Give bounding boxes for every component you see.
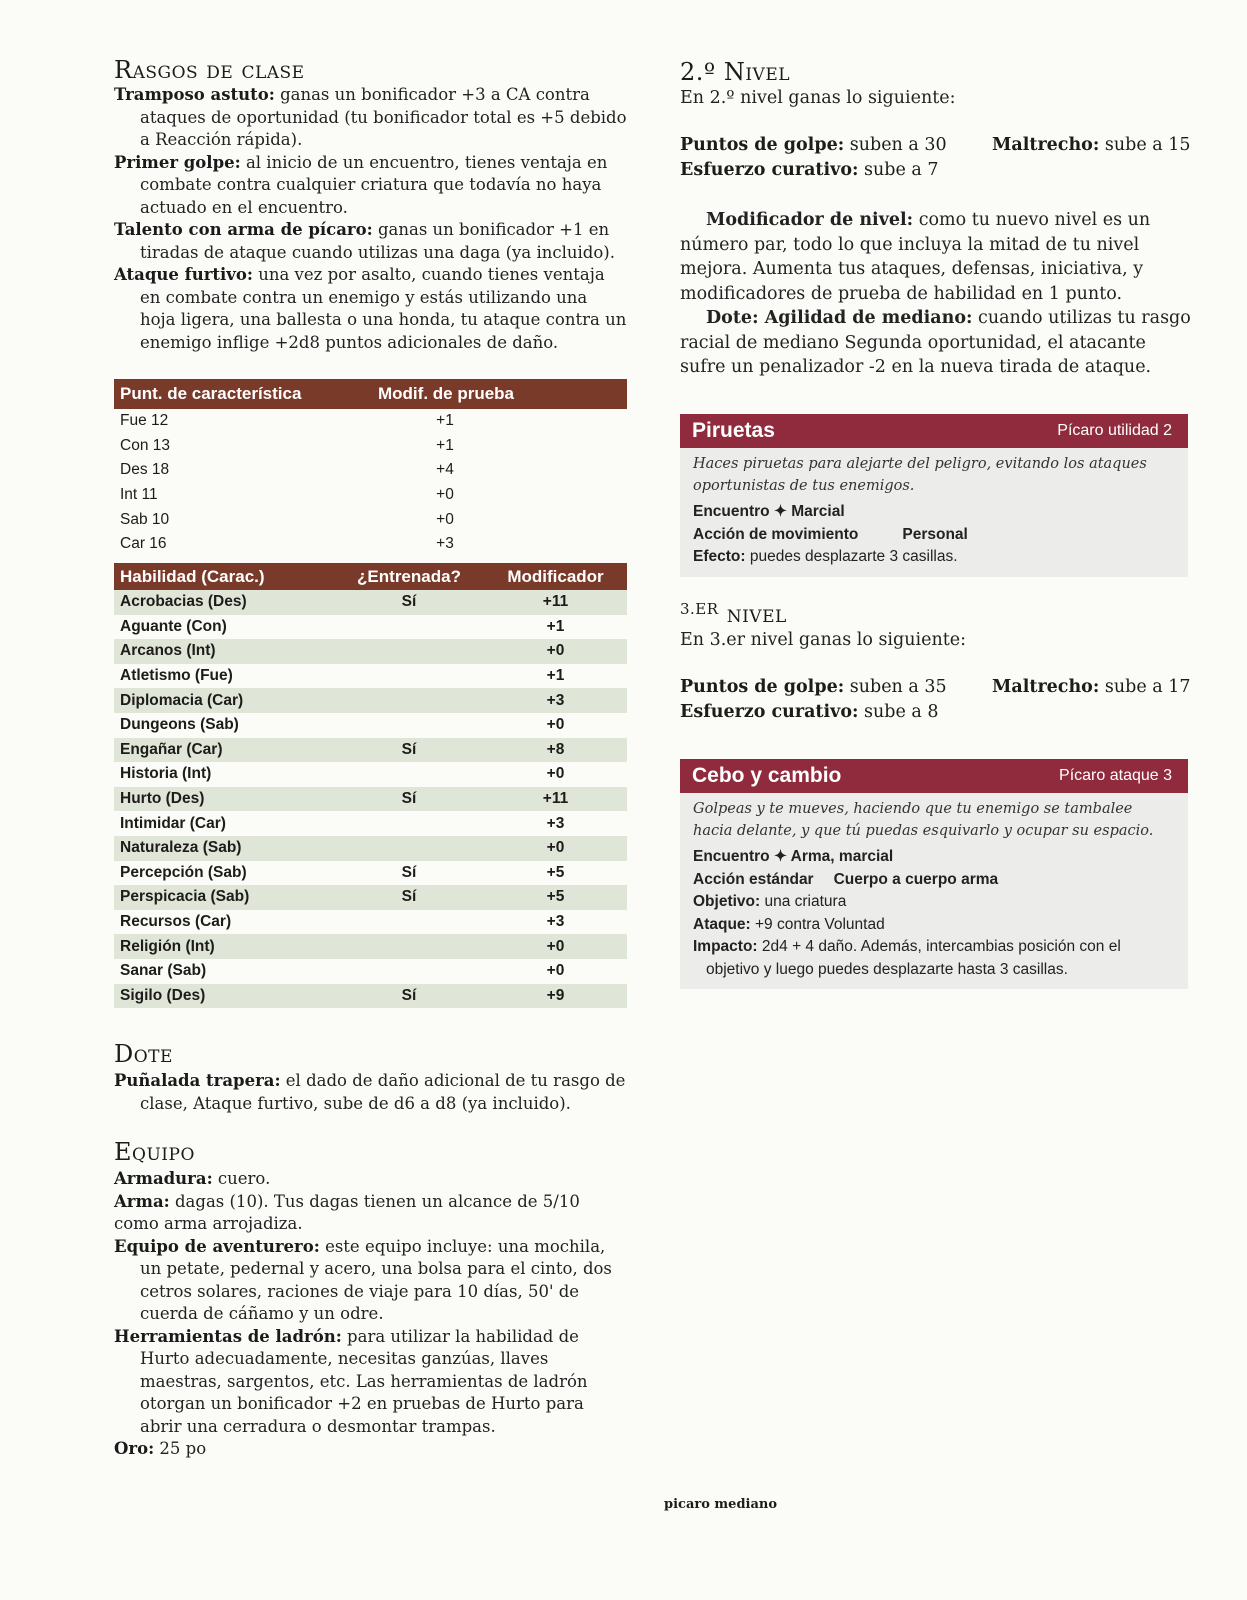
ability-header-col1: Punt. de característica	[120, 384, 302, 403]
power-text: +9 contra Voluntad	[750, 915, 885, 933]
ability-table	[114, 379, 627, 557]
skill-name: Intimidar (Car)	[120, 814, 226, 832]
ability-name: Car 16	[120, 535, 167, 553]
skill-name: Diplomacia (Car)	[120, 691, 244, 709]
para-term: Modificador de nivel:	[706, 210, 914, 230]
power-attack	[693, 914, 1174, 937]
skill-name: Naturaleza (Sab)	[120, 839, 242, 857]
nivel3-intro: En 3.er nivel ganas lo siguiente:	[680, 630, 966, 650]
skill-name: Aguante (Con)	[120, 617, 227, 635]
skill-modifier: +11	[542, 790, 569, 808]
equipo-text: para utilizar la habilidad de Hurto adecuadamente, necesitas ganzúas, llaves maestras, sargentos, etc. Las herramientas de ladrón otorgan un bonificador +2 en pruebas de Hurto para abrir una cerradura o desmontar trampas.	[140, 1326, 588, 1436]
stat-value: sube a 15	[1099, 135, 1191, 155]
power-piruetas	[680, 414, 1188, 577]
skill-row	[114, 615, 627, 640]
nivel2-dote	[680, 306, 1192, 380]
power-usage	[693, 846, 1174, 869]
skill-row	[114, 787, 627, 812]
power-term: Efecto:	[693, 548, 746, 565]
equipo-list	[114, 1168, 628, 1461]
equipo-text: cuero.	[212, 1169, 271, 1188]
equipo-herramientas	[114, 1326, 628, 1439]
skill-modifier: +1	[546, 667, 565, 685]
power-body	[680, 448, 1188, 577]
power-name: Piruetas	[692, 419, 775, 442]
skill-modifier: +0	[546, 937, 565, 955]
stat-term: Maltrecho:	[992, 677, 1100, 697]
rasgo-text: ganas un bonificador +3 a CA contra ataques de oportunidad (tu bonificador total es +5 debido a Reacción rápida).	[140, 85, 627, 149]
power-text: una criatura	[760, 893, 847, 910]
skill-modifier: +3	[546, 913, 565, 931]
skill-modifier: +9	[546, 986, 565, 1004]
rasgo-term: Primer golpe:	[114, 152, 241, 172]
power-term: Objetivo:	[693, 893, 761, 910]
para-text: como tu nuevo nivel es un número par, todo lo que incluya la mitad de tu nivel mejora. Aumenta tus ataques, defensas, iniciativa, y modificadores de prueba de habilidad en 1 punto.	[680, 210, 1151, 304]
skill-row	[114, 713, 627, 738]
nivel3-heading-word: nivel	[726, 600, 787, 628]
skill-name: Engañar (Car)	[120, 740, 223, 758]
power-body	[680, 793, 1188, 989]
rasgo-term: Ataque furtivo:	[114, 265, 253, 284]
rasgo-term: Talento con arma de pícaro:	[114, 220, 373, 239]
rasgo-text: una vez por asalto, cuando tienes ventaja en combate contra un enemigo y estás utilizando una hoja ligera, una ballesta o una honda, tu ataque contra un enemigo inflige +2d8 puntos adicionales de daño.	[140, 265, 627, 352]
ability-row	[114, 458, 627, 483]
ability-name: Sab 10	[120, 510, 170, 528]
equipo-arma	[114, 1191, 628, 1236]
skill-trained: Sí	[401, 986, 417, 1004]
ability-row	[114, 434, 627, 459]
stat-term: Maltrecho:	[992, 135, 1100, 155]
skill-row	[114, 664, 627, 689]
power-flavor: Golpeas y te mueves, haciendo que tu enemigo se tambalee hacia delante, y que tú puedas esquivarlo y ocupar su espacio.	[693, 801, 1154, 839]
skill-row	[114, 836, 627, 861]
skill-modifier: +1	[546, 617, 565, 635]
ability-mod: +1	[436, 412, 454, 430]
skill-modifier: +0	[546, 642, 565, 660]
ability-row	[114, 507, 627, 532]
equipo-text: este equipo incluye: una mochila, un petate, pedernal y acero, una bolsa para el cinto, dos cetros solares, raciones de viaje para 10 días, 50' de cuerda de cáñamo y un odre.	[140, 1236, 612, 1323]
power-text: 2d4 + 4 daño. Además, intercambias posición con el objetivo y luego puedes desplazarte hasta 3 casillas.	[706, 938, 1121, 978]
skill-row	[114, 590, 627, 615]
skill-row	[114, 910, 627, 935]
skill-modifier: +3	[546, 691, 565, 709]
skill-trained: Sí	[401, 863, 417, 881]
stat-value: sube a 8	[858, 702, 939, 722]
equipo-aventurero	[114, 1236, 628, 1326]
skill-table-header	[114, 563, 627, 590]
skill-modifier: +5	[546, 863, 565, 881]
skill-name: Hurto (Des)	[120, 790, 205, 808]
skill-modifier: +0	[546, 765, 565, 783]
power-cebo-y-cambio	[680, 759, 1188, 989]
power-action-line	[693, 869, 1174, 892]
nivel2-heading-num: 2.º	[680, 58, 716, 86]
stat-term: Puntos de golpe:	[680, 135, 845, 155]
dote-text: el dado de daño adicional de tu rasgo de clase, Ataque furtivo, sube de d6 a d8 (ya incluido).	[140, 1071, 626, 1113]
skill-modifier: +11	[542, 593, 569, 611]
power-term: Ataque:	[693, 915, 751, 933]
skill-modifier: +8	[546, 740, 565, 758]
skill-header-col2: ¿Entrenada?	[357, 566, 461, 586]
skill-name: Religión (Int)	[120, 937, 215, 955]
skill-modifier: +3	[546, 814, 565, 832]
nivel3-heading-num: 3.ER	[680, 600, 719, 618]
para-text: cuando utilizas tu rasgo racial de mediano Segunda oportunidad, el atacante sufre un penalizador -2 en la nueva tirada de ataque.	[680, 308, 1191, 377]
nivel2-hp	[680, 135, 947, 155]
skill-trained: Sí	[401, 593, 417, 611]
stat-value: suben a 35	[844, 677, 947, 697]
equipo-armadura	[114, 1168, 628, 1191]
skill-name: Acrobacias (Des)	[120, 593, 247, 611]
nivel2-modificador	[680, 208, 1192, 306]
ability-mod: +4	[436, 461, 454, 479]
dote-entry	[114, 1070, 628, 1115]
skill-name: Perspicacia (Sab)	[120, 888, 250, 906]
power-usage-text: Encuentro ✦ Marcial	[693, 503, 845, 520]
power-range: Personal	[902, 525, 968, 543]
rasgo-entry	[114, 219, 628, 264]
skill-name: Percepción (Sab)	[120, 863, 247, 881]
power-action-line	[693, 524, 1174, 547]
power-type: Pícaro utilidad 2	[1057, 422, 1172, 439]
skill-name: Sanar (Sab)	[120, 962, 207, 980]
skill-modifier: +5	[546, 888, 565, 906]
skill-row	[114, 885, 627, 910]
nivel3-hp	[680, 677, 947, 697]
ability-name: Des 18	[120, 461, 170, 479]
skill-modifier: +0	[546, 962, 565, 980]
skill-trained: Sí	[401, 888, 417, 906]
power-hit	[693, 936, 1174, 981]
dote-term: Puñalada trapera:	[114, 1071, 281, 1090]
skill-row	[114, 811, 627, 836]
power-header	[680, 414, 1188, 448]
stat-value: suben a 30	[844, 135, 947, 155]
rasgo-term: Tramposo astuto:	[114, 85, 275, 104]
stat-value: sube a 7	[858, 160, 939, 180]
dote-heading: Dote	[114, 1040, 173, 1068]
skill-name: Recursos (Car)	[120, 913, 232, 931]
skill-row	[114, 934, 627, 959]
power-header	[680, 759, 1188, 793]
skill-table	[114, 563, 627, 1008]
stat-value: sube a 17	[1099, 677, 1191, 697]
equipo-term: Arma:	[114, 1191, 170, 1211]
power-range: Cuerpo a cuerpo arma	[833, 870, 999, 888]
skill-trained: Sí	[401, 740, 417, 758]
power-usage	[693, 501, 1174, 524]
equipo-term: Herramientas de ladrón:	[114, 1326, 342, 1346]
equipo-term: Armadura:	[114, 1169, 213, 1188]
power-usage-text: Encuentro ✦ Arma, marcial	[693, 848, 894, 865]
power-target	[693, 891, 1174, 914]
power-action: Acción de movimiento	[693, 525, 859, 543]
stat-term: Puntos de golpe:	[680, 677, 845, 697]
equipo-text: 25 po	[154, 1439, 207, 1458]
skill-row	[114, 738, 627, 763]
nivel3-bloodied	[992, 677, 1191, 697]
equipo-term: Equipo de aventurero:	[114, 1236, 320, 1256]
rasgo-entry	[114, 84, 628, 152]
skill-name: Dungeons (Sab)	[120, 716, 239, 734]
nivel2-heading-word: Nivel	[723, 58, 791, 86]
rasgo-text: al inicio de un encuentro, tienes ventaja en combate contra cualquier criatura que todavía no haya actuado en el encuentro.	[140, 152, 608, 217]
power-flavor: Haces piruetas para alejarte del peligro, evitando los ataques oportunistas de tus enemigos.	[693, 456, 1147, 494]
ability-header-col2: Modif. de prueba	[378, 384, 514, 403]
equipo-text: dagas (10). Tus dagas tienen un alcance de 5/10 como arma arrojadiza.	[114, 1191, 580, 1233]
power-term: Impacto:	[693, 938, 758, 955]
stat-term: Esfuerzo curativo:	[680, 702, 859, 722]
nivel2-surge	[680, 160, 939, 180]
rasgo-entry	[114, 264, 628, 354]
nivel2-intro: En 2.º nivel ganas lo siguiente:	[680, 88, 956, 108]
ability-mod: +3	[436, 535, 454, 553]
ability-table-header	[114, 379, 627, 409]
power-type: Pícaro ataque 3	[1059, 767, 1172, 784]
ability-mod: +0	[436, 486, 454, 504]
stat-term: Esfuerzo curativo:	[680, 160, 859, 180]
power-text: puedes desplazarte 3 casillas.	[745, 548, 958, 565]
skill-row	[114, 861, 627, 886]
skill-name: Arcanos (Int)	[120, 642, 216, 660]
power-action: Acción estándar	[693, 870, 814, 888]
ability-mod: +0	[436, 510, 454, 528]
para-term: Dote: Agilidad de mediano:	[706, 308, 973, 328]
equipo-term: Oro:	[114, 1439, 155, 1458]
skill-trained: Sí	[401, 790, 417, 808]
dote-list	[114, 1070, 628, 1115]
ability-mod: +1	[436, 436, 454, 454]
skill-modifier: +0	[546, 839, 565, 857]
ability-name: Fue 12	[120, 412, 169, 430]
rasgos-heading: Rasgos de clase	[114, 56, 305, 84]
nivel3-surge	[680, 702, 939, 722]
page-footer: picaro mediano	[664, 1497, 778, 1512]
power-name: Cebo y cambio	[692, 764, 842, 787]
equipo-heading: Equipo	[114, 1138, 195, 1166]
nivel2-bloodied	[992, 135, 1191, 155]
skill-name: Sigilo (Des)	[120, 986, 206, 1004]
skill-modifier: +0	[546, 716, 565, 734]
skill-row	[114, 639, 627, 664]
ability-name: Con 13	[120, 436, 170, 454]
ability-name: Int 11	[120, 486, 158, 504]
skill-row	[114, 984, 627, 1009]
skill-row	[114, 762, 627, 787]
skill-header-col1: Habilidad (Carac.)	[120, 566, 265, 586]
rasgos-list	[114, 84, 628, 354]
skill-name: Historia (Int)	[120, 765, 212, 783]
skill-name: Atletismo (Fue)	[120, 667, 233, 685]
rasgo-entry	[114, 152, 628, 220]
skill-row	[114, 959, 627, 984]
rasgo-text: ganas un bonificador +1 en tiradas de ataque cuando utilizas una daga (ya incluido).	[140, 220, 615, 262]
nivel2-heading	[680, 58, 790, 86]
skill-header-col3: Modificador	[507, 566, 604, 586]
skill-row	[114, 688, 627, 713]
equipo-oro	[114, 1438, 628, 1461]
nivel3-heading	[680, 600, 787, 628]
ability-row	[114, 483, 627, 508]
ability-row	[114, 532, 627, 557]
power-effect	[693, 546, 1174, 569]
ability-row	[114, 409, 627, 434]
